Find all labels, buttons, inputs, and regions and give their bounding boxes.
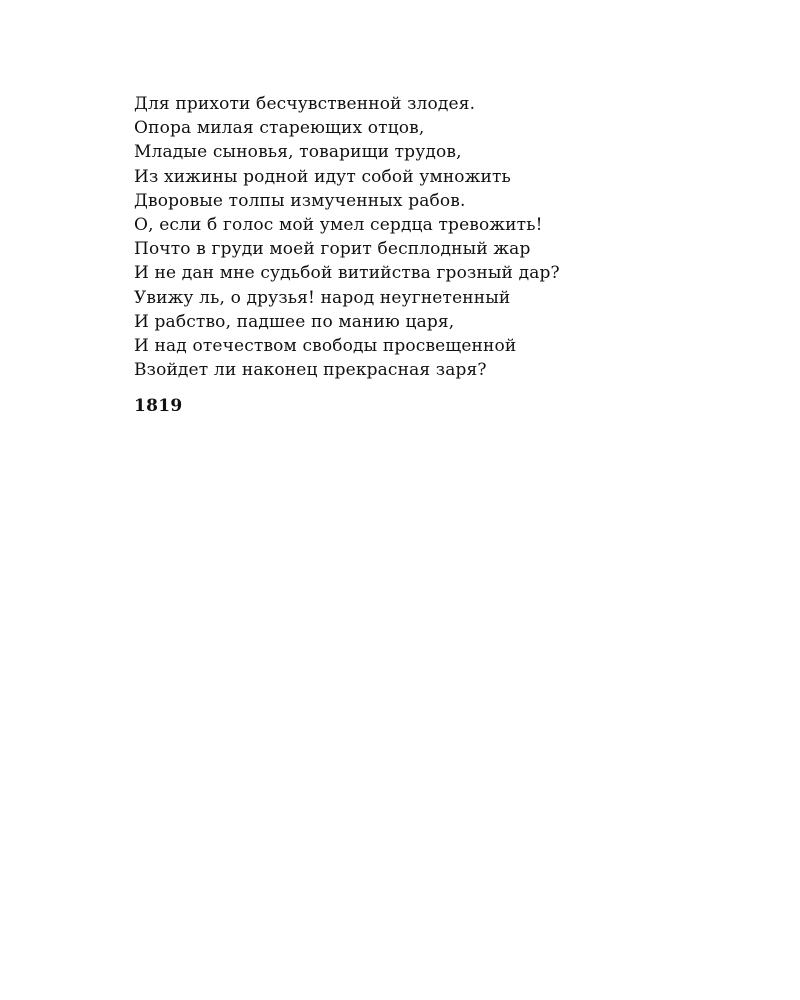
poem-date: 1819 <box>134 396 183 417</box>
poem-stanza <box>134 92 694 382</box>
poem-line: Взойдет ли наконец прекрасная заря? <box>134 360 487 381</box>
poem-line: Опора милая стареющих отцов, <box>134 118 425 139</box>
poem-line: О, если б голос мой умел сердца тревожить! <box>134 215 543 236</box>
poem-line: И рабство, падшее по манию царя, <box>134 311 455 332</box>
document-page <box>134 92 694 418</box>
poem-line: Младые сыновья, товарищи трудов, <box>134 142 462 163</box>
poem-line: И не дан мне судьбой витийства грозный дар? <box>134 263 560 284</box>
poem-line: И над отечеством свободы просвещенной <box>134 336 517 357</box>
poem-line: Из хижины родной идут собой умножить <box>134 166 511 187</box>
poem-line: Почто в груди моей горит бесплодный жар <box>134 239 531 260</box>
poem-line: Дворовые толпы измученных рабов. <box>134 190 466 211</box>
poem-line: Увижу ль, о друзья! народ неугнетенный <box>134 287 511 308</box>
poem-line: Для прихоти бесчувственной злодея. <box>134 94 476 114</box>
